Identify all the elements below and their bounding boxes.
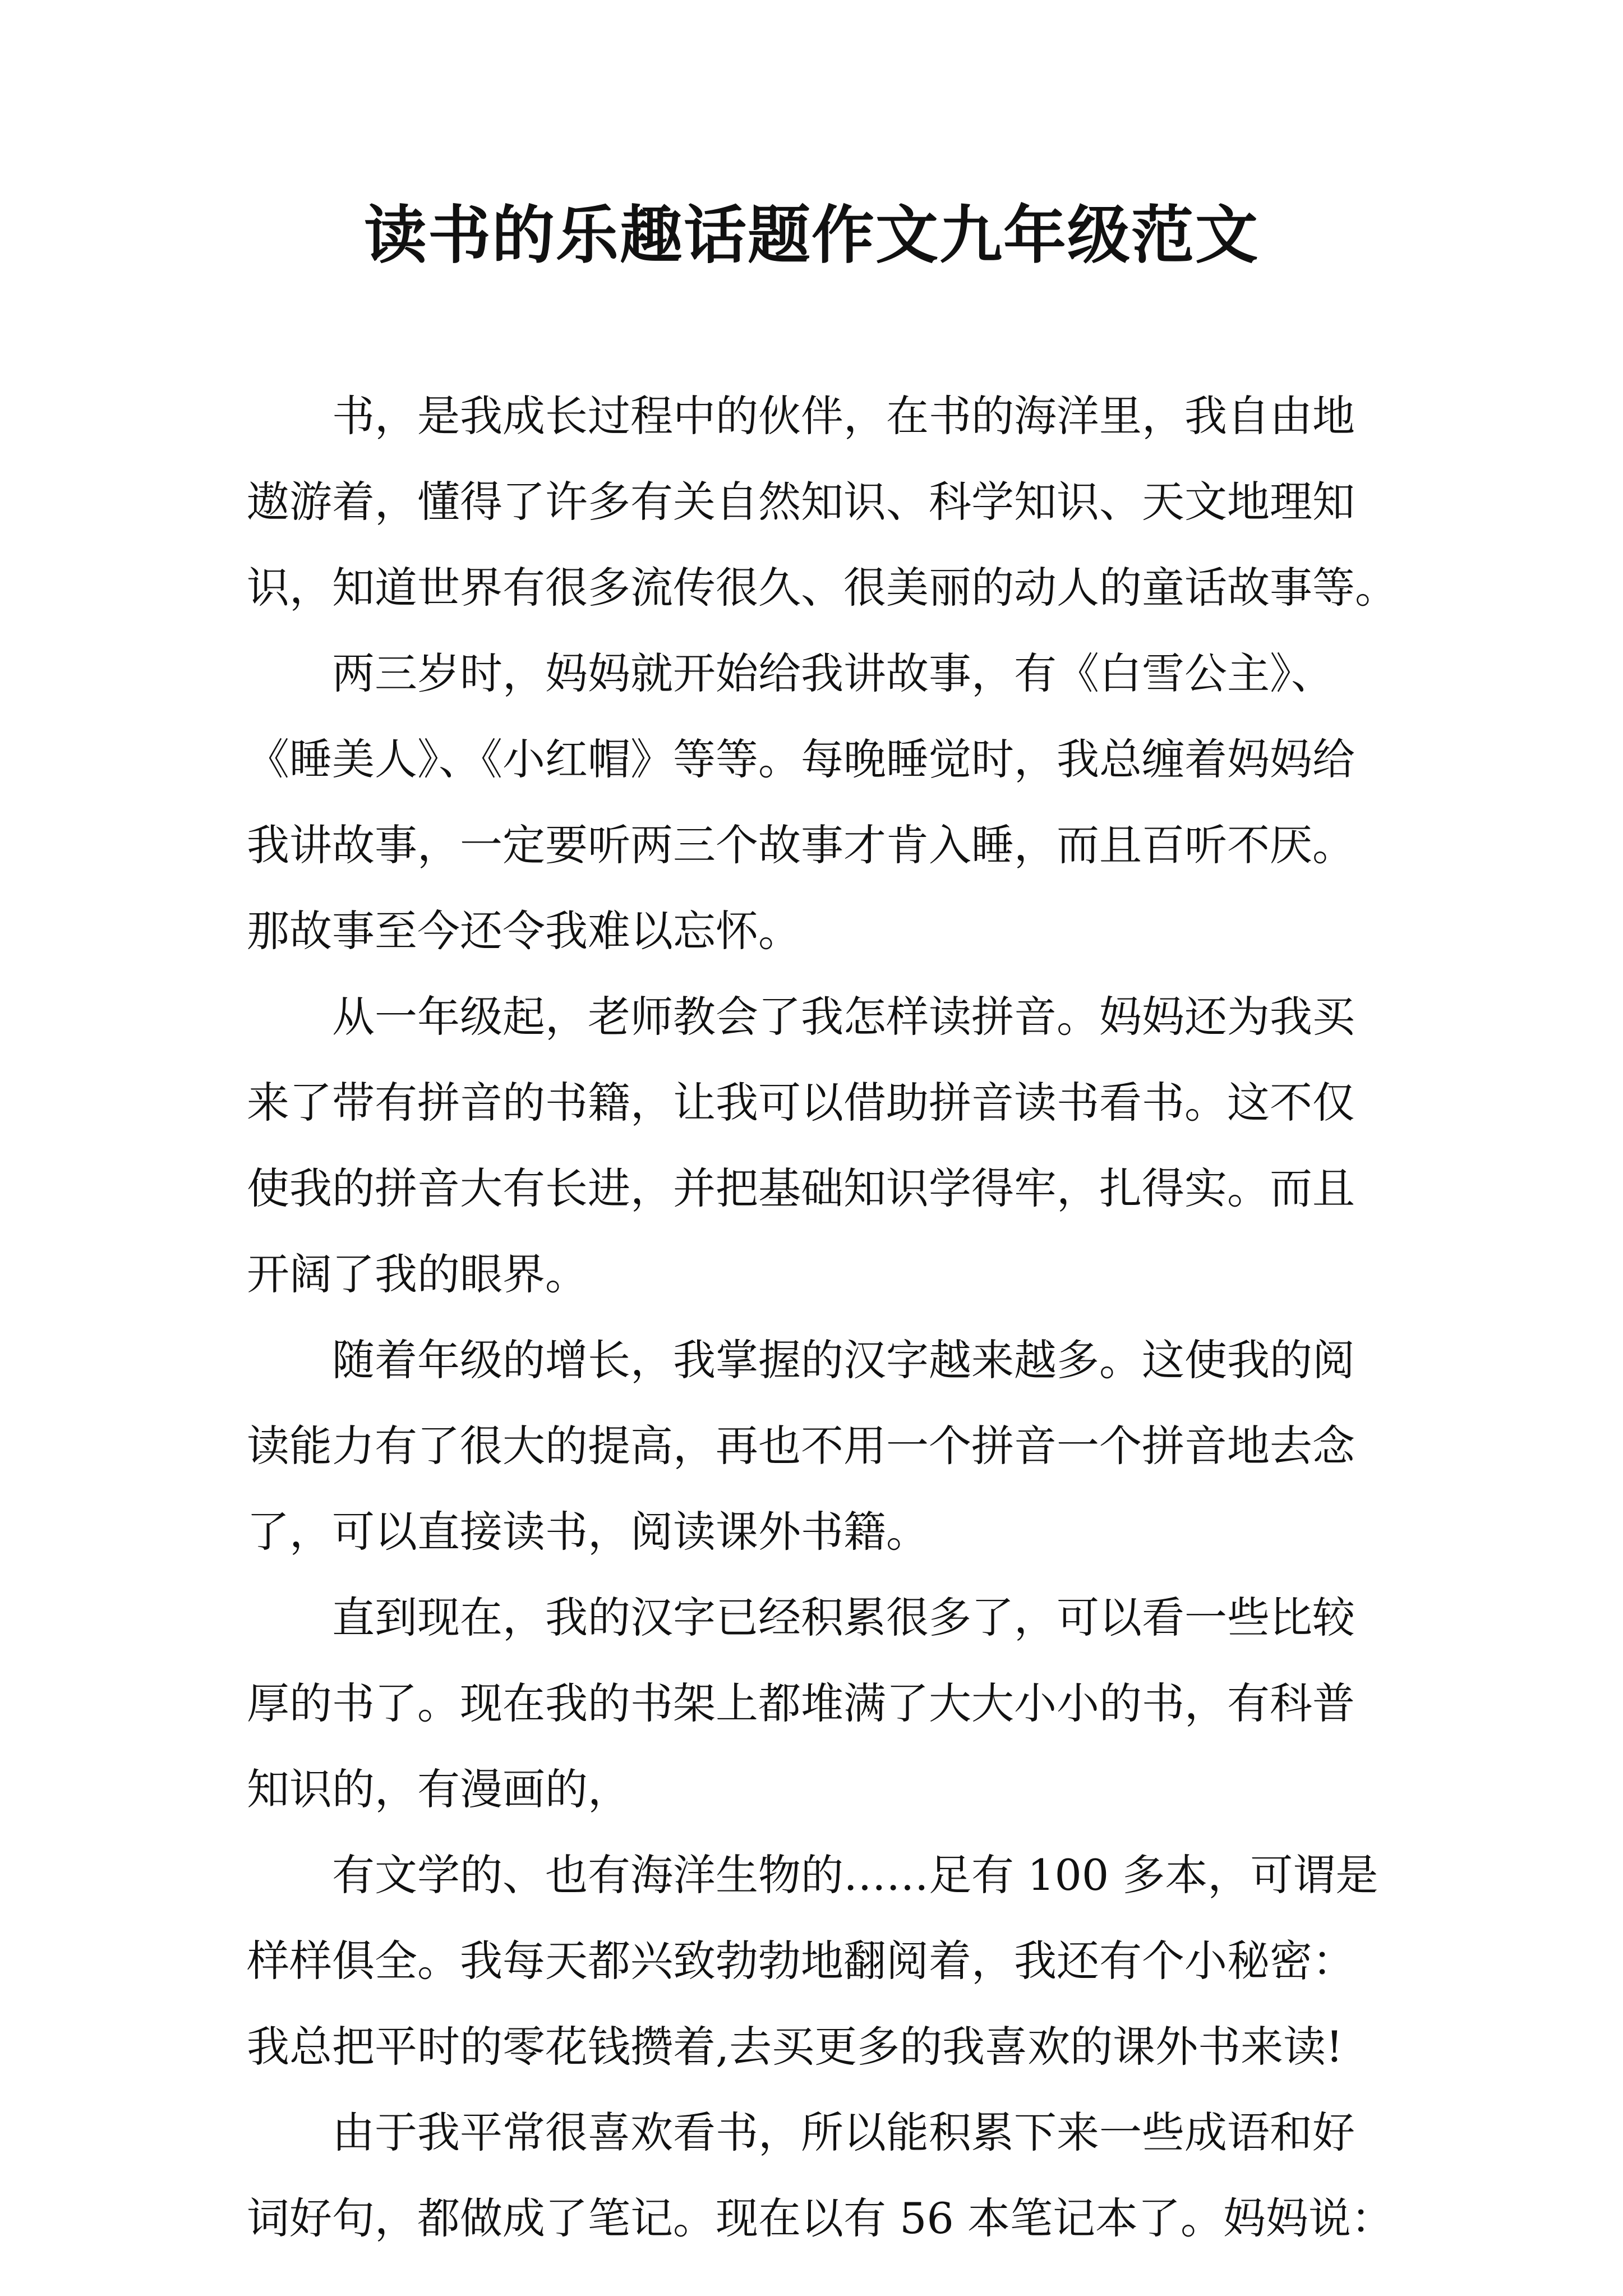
text-line: 《睡美人》、《小红帽》等等。每晚睡觉时，我总缠着妈妈给 (247, 734, 1355, 784)
paragraph-7 (247, 2090, 1402, 2261)
paragraph-3 (247, 974, 1402, 1317)
text-line: 随着年级的增长，我掌握的汉字越来越多。这使我的阅 (332, 1335, 1355, 1385)
paragraph-4 (247, 1317, 1402, 1575)
text-line: 来了带有拼音的书籍，让我可以借助拼音读书看书。这不仅 (247, 1078, 1355, 1128)
text-line: 词好句，都做成了笔记。现在以有 56 本笔记本了。妈妈说： (247, 2193, 1394, 2243)
text-line: 我讲故事，一定要听两三个故事才肯入睡，而且百听不厌。 (247, 820, 1355, 870)
text-line: 使我的拼音大有长进，并把基础知识学得牢，扎得实。而且 (247, 1163, 1355, 1213)
text-line: 识，知道世界有很多流传很久、很美丽的动人的童话故事等。 (247, 563, 1398, 613)
text-line: 开阔了我的眼界。 (247, 1249, 588, 1299)
text-line: 厚的书了。现在我的书架上都堆满了大大小小的书，有科普 (247, 1678, 1355, 1728)
text-line: 从一年级起，老师教会了我怎样读拼音。妈妈还为我买 (332, 992, 1355, 1042)
paragraph-6 (247, 1832, 1402, 2090)
paragraph-5 (247, 1575, 1402, 1832)
text-line: 我总把平时的零花钱攒着,去买更多的我喜欢的课外书来读! (247, 2022, 1343, 2072)
text-line: 遨游着，懂得了许多有关自然知识、科学知识、天文地理知 (247, 477, 1355, 527)
text-line: 由于我平常很喜欢看书，所以能积累下来一些成语和好 (332, 2108, 1355, 2157)
text-line: 了，可以直接读书，阅读课外书籍。 (247, 1507, 929, 1557)
text-line: 有文学的、也有海洋生物的……足有 100 多本，可谓是 (332, 1850, 1378, 1900)
paragraph-2 (247, 631, 1402, 974)
document-body (247, 373, 1402, 2261)
text-line: 读能力有了很大的提高，再也不用一个拼音一个拼音地去念 (247, 1421, 1355, 1471)
text-line: 样样俱全。我每天都兴致勃勃地翻阅着，我还有个小秘密： (247, 1936, 1355, 1986)
text-line: 两三岁时，妈妈就开始给我讲故事，有《白雪公主》、 (332, 648, 1334, 698)
text-line: 直到现在，我的汉字已经积累很多了，可以看一些比较 (332, 1593, 1355, 1642)
text-line: 那故事至今还令我难以忘怀。 (247, 906, 801, 956)
page-title: 读书的乐趣话题作文九年级范文 (364, 199, 1259, 272)
paragraph-1 (247, 373, 1402, 631)
text-line: 知识的，有漫画的， (247, 1764, 630, 1814)
text-line: 书，是我成长过程中的伙伴，在书的海洋里，我自由地 (332, 391, 1355, 441)
